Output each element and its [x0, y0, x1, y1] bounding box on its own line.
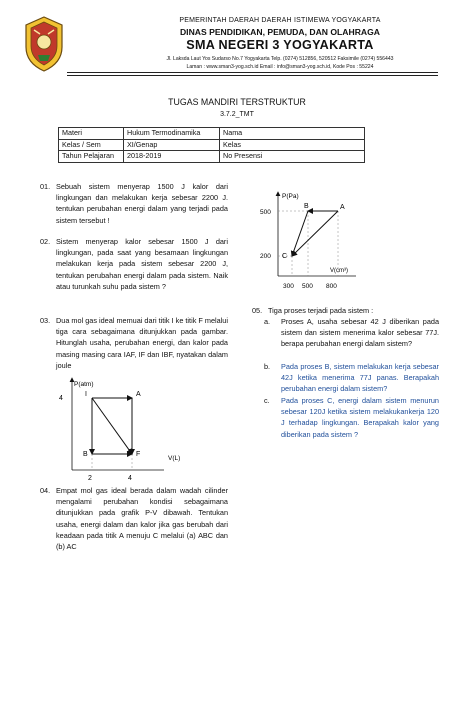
document-code: 3.7.2_TMT: [220, 111, 254, 118]
header-government: PEMERINTAH DAERAH DAERAH ISTIMEWA YOGYAKARTA: [179, 17, 381, 24]
path-a-to-c: [292, 211, 338, 256]
header-school-name: SMA NEGERI 3 YOGYAKARTA: [186, 38, 374, 52]
table-cell: Kelas / Sem: [59, 139, 124, 151]
graph-p-v-question-4: [252, 188, 360, 292]
point-b-label: B: [83, 451, 88, 458]
table-cell: Kelas: [220, 139, 365, 151]
header-rule-thin: [67, 75, 438, 76]
table-cell: Materi: [59, 128, 124, 140]
table-cell: Nama: [220, 128, 365, 140]
document-title: TUGAS MANDIRI TERSTRUKTUR: [168, 97, 306, 107]
table-row: [59, 151, 365, 163]
table-cell: No Presensi: [220, 151, 365, 163]
x-tick-label: 500: [302, 283, 313, 290]
question-5-number: 05.: [252, 306, 263, 315]
school-logo: [22, 15, 66, 73]
x-axis-label: V(cm³): [330, 268, 348, 274]
y-tick-label: 500: [260, 209, 271, 216]
table-row: [59, 128, 365, 140]
header-contact: Laman : www.sman3-yog.sch.id Email : info@sman3-yog.sch.id, Kode Pos : 55224: [186, 64, 374, 70]
question-5c-text: Pada proses C, energi dalam sistem menurun sebesar 120J ketika sistem melakukankerja 120 J terhadap lingkungan. Berapakah kalor yang diberikan pada sistem ?: [281, 396, 439, 439]
x-tick-label: 300: [283, 283, 294, 290]
x-axis-label: V(L): [168, 455, 181, 462]
header-rule-thick: [67, 72, 438, 73]
table-cell: Tahun Pelajaran: [59, 151, 124, 163]
question-2-number: 02.: [40, 237, 51, 246]
point-f-label: F: [136, 451, 141, 458]
table-cell: Hukum Termodinamika: [124, 128, 220, 140]
x-tick-label: 2: [88, 475, 92, 482]
question-5a-label: a.: [264, 317, 271, 326]
y-tick-label: 200: [260, 253, 271, 260]
question-4-number: 04.: [40, 486, 51, 495]
question-1-text: Sebuah sistem menyerap 1500 J kalor dari lingkungan dan melakukan kerja sebesar 2200 J. tentukan perubahan energi dalam yang terjadi pada sistem tersebut !: [56, 182, 228, 225]
graph-p-v-question-3: [56, 372, 196, 482]
question-5b-label: b.: [264, 362, 271, 371]
question-5a-text: Proses A, usaha sebesar 42 J diberikan pada sistem dan sistem menerima kalor sebesar 77J. berapa perubahan energi dalam sistem?: [281, 317, 439, 349]
table-cell: XI/Genap: [124, 139, 220, 151]
question-5b-text: Pada proses B, sistem melakukan kerja sebesar 42J ketika menerima 77J panas. Berapakah perubahan energi dalam sistem?: [281, 362, 439, 394]
question-3-number: 03.: [40, 316, 51, 325]
info-table: [58, 127, 365, 163]
question-2-text: Sistem menyerap kalor sebesar 1500 J dari lingkungan, pada saat yang besamaan lingkungan melakukan kerja pada sistem sebesar 2200 J, tentukan perubahan energi dalam pada sistem. Naik atau turunkah suhu pada sistem ?: [56, 237, 228, 291]
path-b-to-c: [292, 211, 308, 256]
question-1-number: 01.: [40, 182, 51, 191]
point-i-label: I: [85, 391, 87, 398]
table-row: [59, 139, 365, 151]
point-a-label: A: [340, 204, 345, 211]
question-5c-label: c.: [264, 396, 270, 405]
y-axis-label: P(Pa): [282, 193, 299, 200]
path-i-to-f: [92, 398, 132, 454]
question-4-text: Empat mol gas ideal berada dalam wadah cilinder mengalami perubahan kondisi sebagaimana ditunjukkan pada grafik P-V dibawah. Tentukan usaha, energi dalam dan kalor jika gas berubah dari keadaan pada titik A menuju C melalui (a) ABC dan (b) AC: [56, 486, 228, 552]
point-a-label: A: [136, 391, 141, 398]
question-5-intro: Tiga proses terjadi pada sistem :: [268, 306, 374, 315]
x-tick-label: 800: [326, 283, 337, 290]
x-tick-label: 4: [128, 475, 132, 482]
table-cell: 2018-2019: [124, 151, 220, 163]
header-department: DINAS PENDIDIKAN, PEMUDA, DAN OLAHRAGA: [179, 27, 381, 37]
y-axis-label: P(atm): [74, 381, 94, 388]
point-b-label: B: [304, 203, 309, 210]
header-address: Jl. Laksda Laut Yos Sudarso No.7 Yogyakarta Telp. (0274) 512856, 520512 Faksimile (0274) 556443: [166, 56, 394, 62]
y-tick-label: 4: [59, 395, 63, 402]
question-3-text: Dua mol gas ideal memuai dari titik I ke titik F melalui tiga cara sebagaimana ditunjukkan pada gambar. Hitunglah usaha, perubahan energi, dan kalor pada masing masing cara IAF, IF dan IBF, nyatakan dalam joule: [56, 316, 228, 370]
point-c-label: C: [282, 253, 288, 260]
